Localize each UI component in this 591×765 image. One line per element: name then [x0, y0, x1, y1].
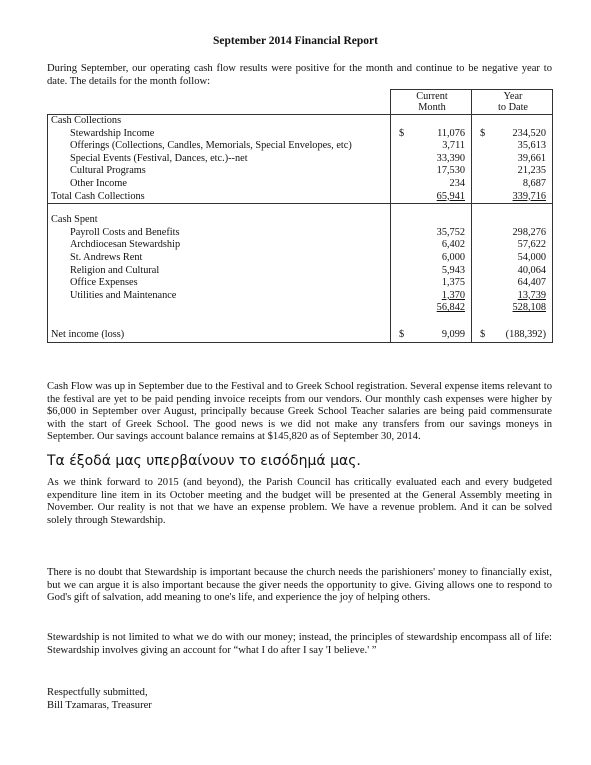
table-row: Utilities and Maintenance 1,370 13,739: [48, 290, 553, 303]
cash-flow-paragraph: Cash Flow was up in September due to the Festival and to Greek School registration. Several expense items relevant to the festival are yet to be paid pending invoice receipts from our vendors. Our monthly cash expenses were higher by $6,000 in September over August, principally because Greek School Teacher salaries are being paid commensurate with the start of Greek School. The good news is we did not make any transfers from our savings moneys in September. Our savings account balance remains at $145,820 as of September 30, 2014.: [47, 381, 552, 442]
table-header-row: [48, 90, 553, 115]
table-row: Stewardship Income $ 11,076 $ 234,520: [48, 128, 553, 141]
financial-table: [47, 89, 553, 343]
table-row: Special Events (Festival, Dances, etc.)--net 33,390 39,661: [48, 153, 553, 166]
report-title: September 2014 Financial Report: [213, 35, 378, 47]
table-row: Offerings (Collections, Candles, Memorials, Special Envelopes, etc) 3,711 35,613: [48, 140, 553, 153]
spent-heading: Cash Spent: [48, 214, 391, 227]
table-row: Office Expenses 1,375 64,407: [48, 277, 553, 290]
header-current-month: Current Month: [391, 90, 472, 115]
table-row: Cultural Programs 17,530 21,235: [48, 165, 553, 178]
collections-heading: Cash Collections: [48, 115, 391, 128]
collections-heading-row: [48, 115, 553, 128]
stewardship-paragraph: There is no doubt that Stewardship is important because the church needs the parishioners' money to financially exist, but we can argue it is also important because the giver needs the opportunity to give. Giving allows one to respond to God's gift of salvation, add meaning to one's life, and experience the joy of helping others.: [47, 567, 552, 603]
stewardship-principles-paragraph: Stewardship is not limited to what we do with our money; instead, the principles of stewardship encompass all of life: Stewardship involves giving an account for “what I do after I say 'I believe.' ”: [47, 632, 552, 656]
table-row: Other Income 234 8,687: [48, 178, 553, 191]
table-row: Payroll Costs and Benefits 35,752 298,276: [48, 227, 553, 240]
greek-heading: Τα έξοδά μας υπερβαίνουν το εισόδημά μας.: [47, 453, 361, 469]
table-row: St. Andrews Rent 6,000 54,000: [48, 252, 553, 265]
forward-paragraph: As we think forward to 2015 (and beyond), the Parish Council has critically evaluated each and every budgeted expenditure line item in its October meeting and the budget will be presented at the General Assembly meeting in November. Our reality is not that we have an expense problem. We have a revenue problem. And it can be solved solely through Stewardship.: [47, 477, 552, 526]
spent-heading-row: [48, 214, 553, 227]
table-row: Religion and Cultural 5,943 40,064: [48, 265, 553, 278]
table-row: Archdiocesan Stewardship 6,402 57,622: [48, 239, 553, 252]
intro-paragraph: During September, our operating cash flow results were positive for the month and continue to be negative year to date. The details for the month follow:: [47, 63, 552, 87]
signature-block: [47, 687, 152, 712]
header-year-to-date: Year to Date: [472, 90, 553, 115]
net-income-row: Net income (loss) $ 9,099 $ (188,392): [48, 329, 553, 342]
collections-total-row: Total Cash Collections 65,941 339,716: [48, 191, 553, 204]
signature-closing: Respectfully submitted,: [47, 687, 148, 698]
spent-total-row: 56,842 528,108: [48, 302, 553, 315]
signature-name: Bill Tzamaras, Treasurer: [47, 699, 152, 711]
